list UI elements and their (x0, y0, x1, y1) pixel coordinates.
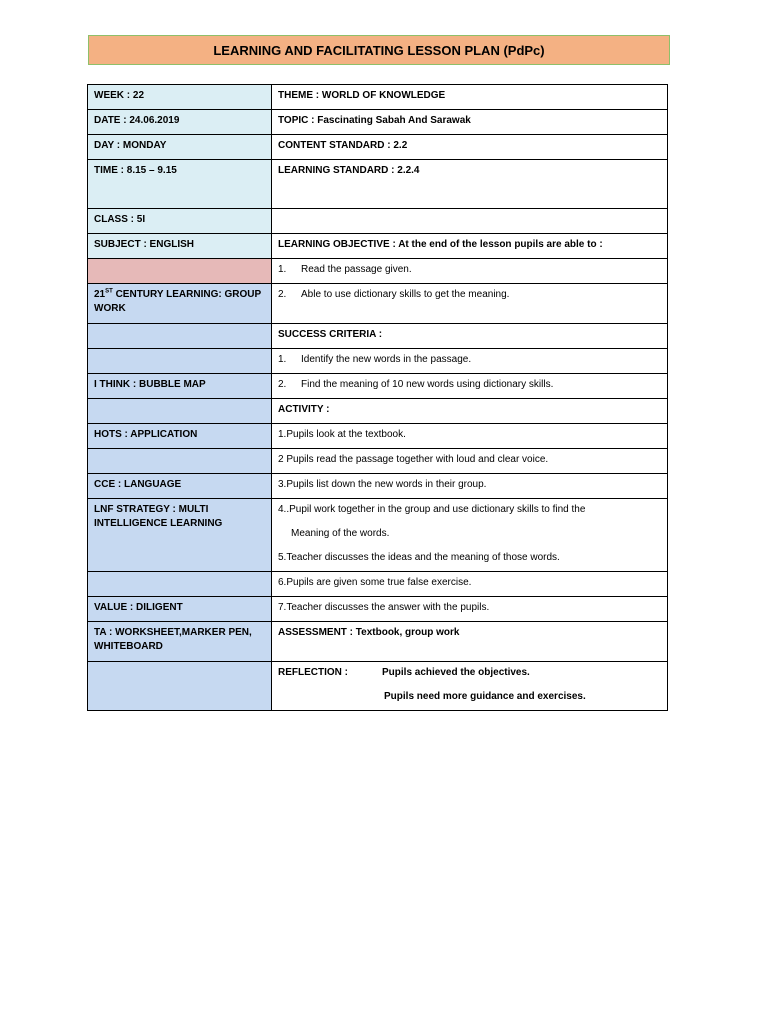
objective-number: 2. (278, 289, 287, 300)
table-row (88, 160, 668, 209)
table-row (88, 499, 668, 572)
activity-heading-cell (272, 399, 668, 424)
subject-cell (88, 234, 272, 259)
empty-cell (88, 449, 272, 474)
value-text: VALUE : DILIGENT (94, 602, 183, 613)
content-standard-text: CONTENT STANDARD : 2.2 (278, 140, 408, 151)
activity-cell (272, 474, 668, 499)
date-cell (88, 110, 272, 135)
table-row (88, 209, 668, 234)
topic-label: TOPIC : (278, 115, 318, 126)
activity-text: 6.Pupils are given some true false exercise. (278, 577, 472, 588)
table-row (88, 259, 668, 284)
table-row (88, 662, 668, 711)
activity-text: 4..Pupil work together in the group and use dictionary skills to find the (278, 504, 586, 515)
activity-text: 7.Teacher discusses the answer with the pupils. (278, 602, 490, 613)
criteria-number: 1. (278, 354, 287, 365)
activity-cell (272, 572, 668, 597)
century-superscript: ST (105, 288, 113, 295)
criteria-cell (272, 374, 668, 399)
table-row (88, 324, 668, 349)
assessment-text: ASSESSMENT : Textbook, group work (278, 627, 460, 638)
reflection-cell (272, 662, 668, 711)
activity-text: 2 Pupils read the passage together with loud and clear voice. (278, 454, 549, 465)
table-row (88, 85, 668, 110)
value-cell (88, 597, 272, 622)
empty-cell (88, 259, 272, 284)
table-row (88, 349, 668, 374)
table-row (88, 572, 668, 597)
learning-objective-text: LEARNING OBJECTIVE : At the end of the lesson pupils are able to : (278, 239, 603, 250)
table-row (88, 284, 668, 324)
table-row (88, 622, 668, 662)
activity-text: 5.Teacher discusses the ideas and the meaning of those words. (278, 552, 560, 563)
empty-cell (88, 324, 272, 349)
objective-text: Read the passage given. (301, 264, 412, 275)
hots-text: HOTS : APPLICATION (94, 429, 198, 440)
reflection-text: Pupils need more guidance and exercises. (384, 691, 586, 702)
table-row (88, 474, 668, 499)
success-criteria-cell (272, 324, 668, 349)
empty-cell (88, 399, 272, 424)
ithink-text: I THINK : BUBBLE MAP (94, 379, 206, 390)
learning-standard-text: LEARNING STANDARD : 2.2.4 (278, 165, 420, 176)
objective-cell (272, 259, 668, 284)
hots-cell (88, 424, 272, 449)
century-number: 21 (94, 289, 106, 300)
table-row (88, 110, 668, 135)
criteria-number: 2. (278, 379, 287, 390)
criteria-text: Find the meaning of 10 new words using dictionary skills. (301, 379, 554, 390)
learning-standard-cell (272, 160, 668, 209)
activity-cell (272, 499, 668, 572)
empty-cell (88, 662, 272, 711)
objective-cell (272, 284, 668, 324)
reflection-text: Pupils achieved the objectives. (382, 667, 530, 678)
table-row (88, 424, 668, 449)
activity-cell (272, 424, 668, 449)
empty-cell (88, 349, 272, 374)
theme-text: THEME : WORLD OF KNOWLEDGE (278, 90, 446, 101)
empty-cell (88, 572, 272, 597)
content-standard-cell (272, 135, 668, 160)
lnf-strategy-text: LNF STRATEGY : MULTI INTELLIGENCE LEARNING (94, 504, 223, 529)
assessment-cell (272, 622, 668, 662)
page-title: LEARNING AND FACILITATING LESSON PLAN (PdPc) (88, 35, 670, 65)
week-cell (88, 85, 272, 110)
time-cell (88, 160, 272, 209)
date-text: DATE : 24.06.2019 (94, 115, 180, 126)
century-text: CENTURY LEARNING: GROUP WORK (94, 289, 261, 314)
week-text: WEEK : 22 (94, 90, 145, 101)
activity-heading: ACTIVITY : (278, 404, 330, 415)
objective-number: 1. (278, 264, 287, 275)
criteria-text: Identify the new words in the passage. (301, 354, 472, 365)
activity-cell (272, 449, 668, 474)
table-row (88, 399, 668, 424)
table-row (88, 597, 668, 622)
time-text: TIME : 8.15 – 9.15 (94, 165, 177, 176)
table-row (88, 374, 668, 399)
lesson-plan-table (87, 84, 668, 711)
class-text: CLASS : 5I (94, 214, 146, 225)
table-row (88, 135, 668, 160)
activity-text-continued: Meaning of the words. (291, 528, 390, 539)
cce-cell (88, 474, 272, 499)
lnf-strategy-cell (88, 499, 272, 572)
activity-text: 3.Pupils list down the new words in their group. (278, 479, 487, 490)
theme-cell (272, 85, 668, 110)
success-criteria-text: SUCCESS CRITERIA : (278, 329, 383, 340)
learning-objective-cell (272, 234, 668, 259)
ta-cell (88, 622, 272, 662)
day-text: DAY : MONDAY (94, 140, 167, 151)
topic-value: Fascinating Sabah And Sarawak (317, 115, 471, 126)
class-cell (88, 209, 272, 234)
activity-cell (272, 597, 668, 622)
table-row (88, 234, 668, 259)
cce-text: CCE : LANGUAGE (94, 479, 182, 490)
century-learning-cell (88, 284, 272, 324)
activity-text: 1.Pupils look at the textbook. (278, 429, 406, 440)
ta-text: TA : WORKSHEET,MARKER PEN, WHITEBOARD (94, 627, 252, 652)
subject-text: SUBJECT : ENGLISH (94, 239, 195, 250)
objective-text: Able to use dictionary skills to get the meaning. (301, 289, 510, 300)
ithink-cell (88, 374, 272, 399)
criteria-cell (272, 349, 668, 374)
table-row (88, 449, 668, 474)
reflection-label: REFLECTION : (278, 667, 348, 678)
empty-cell (272, 209, 668, 234)
topic-cell (272, 110, 668, 135)
day-cell (88, 135, 272, 160)
